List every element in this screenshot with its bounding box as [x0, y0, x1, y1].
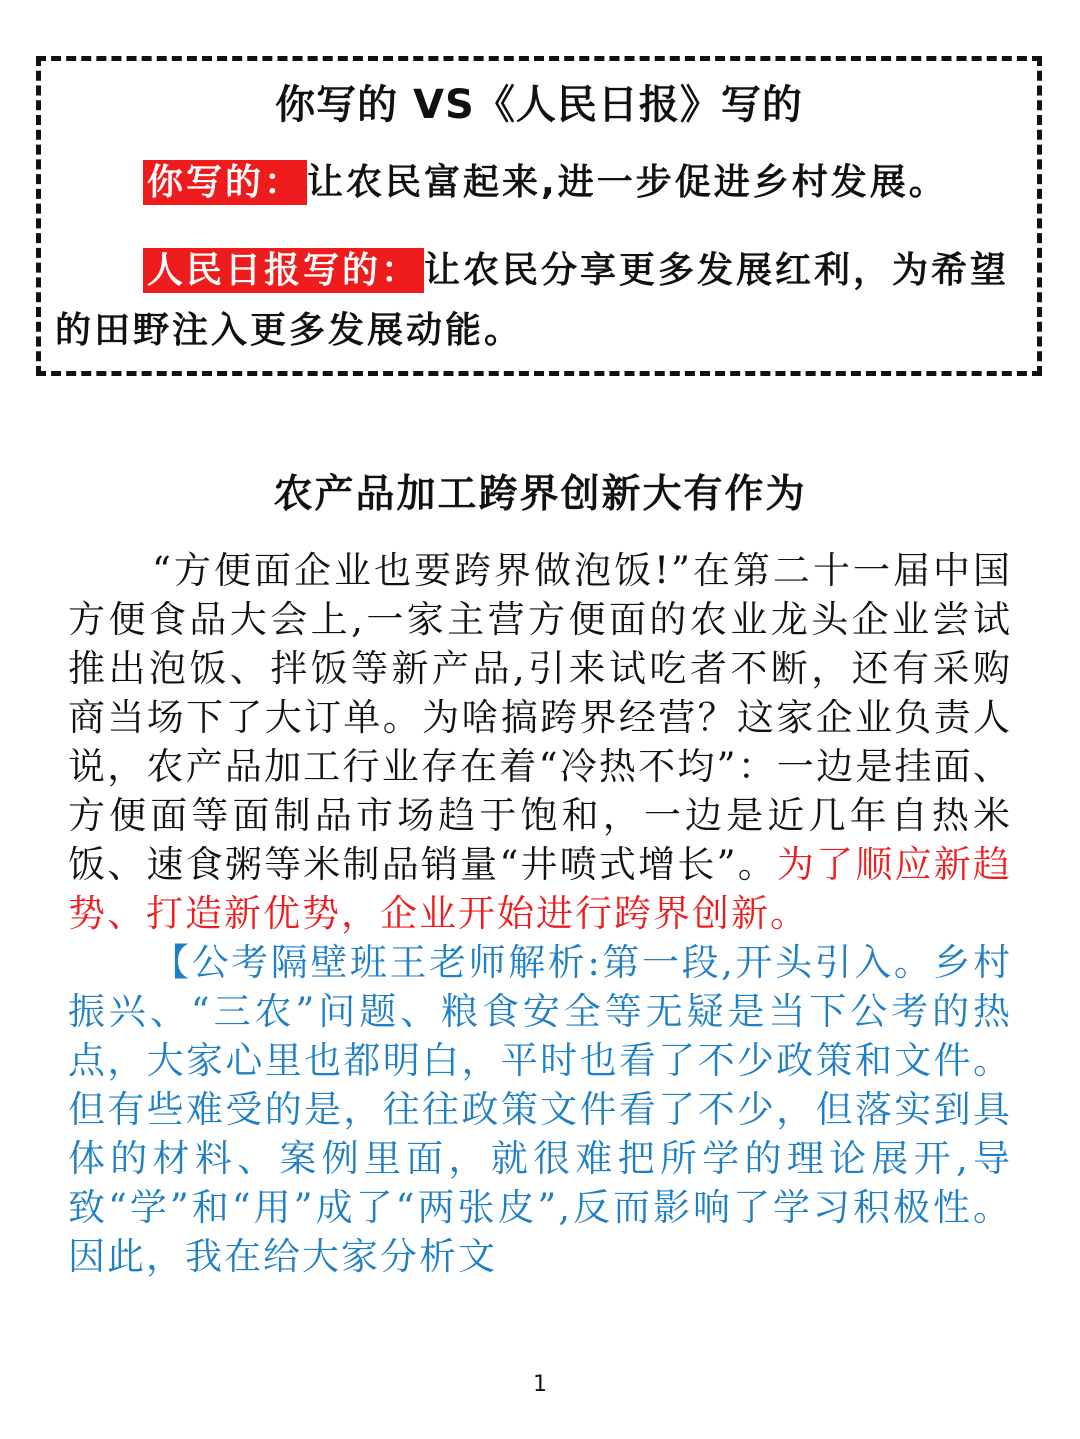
rmrb-text: 让农民分享更多发展红利，为希望的田野注入更多发展动能。: [55, 250, 1010, 351]
page-number: 1: [533, 1372, 547, 1397]
comparison-title: 你写的 VS《人民日报》写的: [275, 82, 803, 128]
article-body: [68, 546, 1012, 1281]
rmrb-label: 人民日报写的：: [143, 248, 424, 293]
paragraph-1-text: “方便面企业也要跨界做泡饭!”在第二十一届中国方便食品大会上,一家主营方便面的农业龙头企业尝试推出泡饭、拌饭等新产品,引来试吃者不断，还有采购商当场下了大订单。为啥搞跨界经营？这家企业负责人说，农产品加工行业存在着“冷热不均”：一边是挂面、方便面等面制品市场趋于饱和，一边是近几年自热米饭、速食粥等米制品销量“井喷式增长”。: [68, 549, 1012, 886]
yours-text: 让农民富起来,进一步促进乡村发展。: [307, 162, 948, 203]
analysis-paragraph: 【公考隔壁班王老师解析:第一段,开头引入。乡村振兴、“三农”问题、粮食安全等无疑是当下公考的热点，大家心里也都明白，平时也看了不少政策和文件。但有些难受的是，往往政策文件看了不少，但落实到具体的材料、案例里面，就很难把所学的理论展开,导致“学”和“用”成了“两张皮”,反而影响了学习积极性。因此，我在给大家分析文: [68, 941, 1012, 1278]
article-title: 农产品加工跨界创新大有作为: [273, 471, 807, 517]
paragraph-1-highlight: 为了顺应新趋势、打造新优势，企业开始进行跨界创新。: [68, 843, 1012, 935]
yours-line: [55, 153, 1023, 213]
comparison-box: [36, 56, 1042, 376]
article-paragraph-1: [68, 546, 1012, 938]
yours-label: 你写的：: [143, 160, 307, 205]
rmrb-line: [55, 241, 1023, 361]
